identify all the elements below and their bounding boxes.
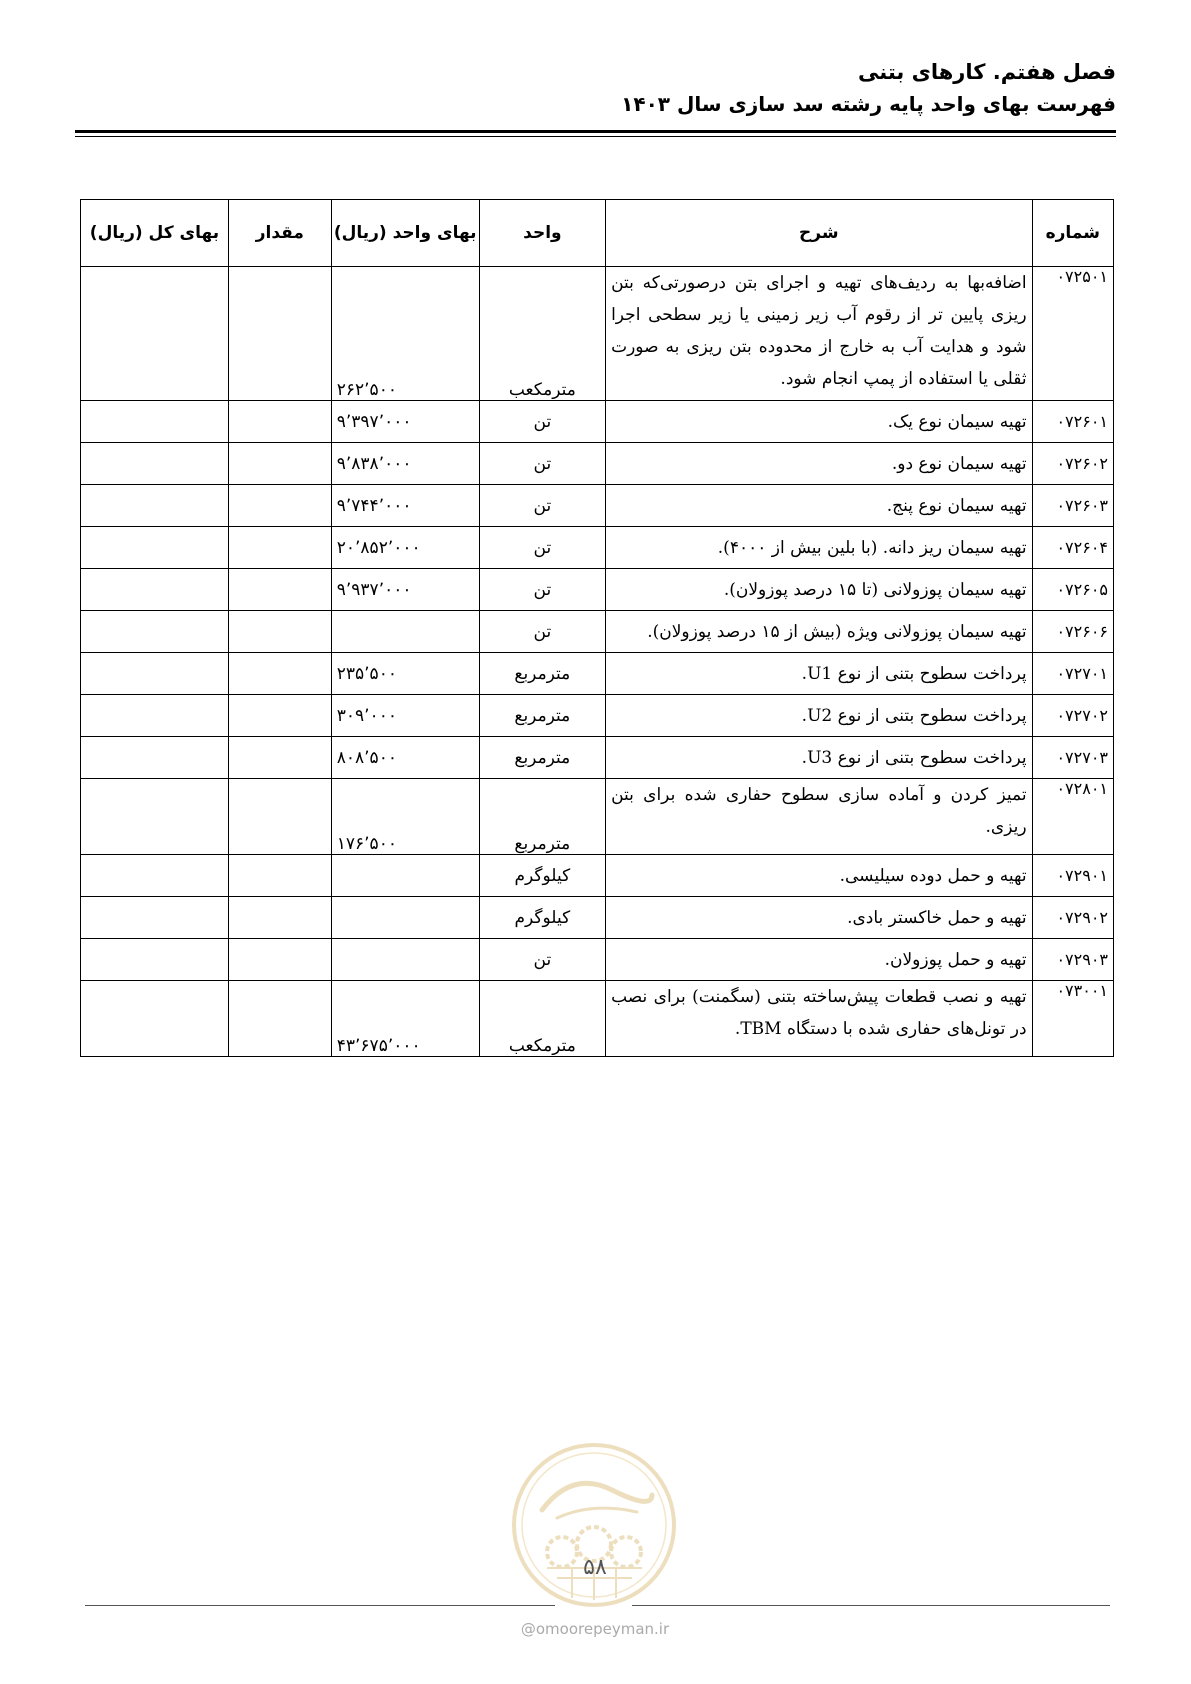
row-number: ۰۷۲۶۰۲: [1032, 443, 1113, 485]
row-quantity: [228, 737, 331, 779]
row-quantity: [228, 485, 331, 527]
row-unit: مترمربع: [479, 779, 605, 855]
row-quantity: [228, 939, 331, 981]
row-total-price: [81, 267, 229, 401]
row-unit: تن: [479, 939, 605, 981]
table-row: [81, 611, 1114, 653]
header-number: شماره: [1032, 200, 1113, 267]
row-unit: تن: [479, 401, 605, 443]
row-unit: مترمکعب: [479, 981, 605, 1057]
row-description: تهیه سیمان پوزولانی ویژه (بیش از ۱۵ درصد پوزولان).: [606, 611, 1032, 653]
row-description: تهیه و نصب قطعات پیش‌ساخته بتنی (سگمنت) برای نصب در تونل‌های حفاری شده با دستگاه TBM.: [606, 981, 1032, 1057]
row-number: ۰۷۲۶۰۴: [1032, 527, 1113, 569]
row-quantity: [228, 855, 331, 897]
row-total-price: [81, 527, 229, 569]
footer-rule-left: [85, 1605, 555, 1606]
row-total-price: [81, 897, 229, 939]
row-number: ۰۷۲۷۰۲: [1032, 695, 1113, 737]
row-unit-price: ۹٬۳۹۷٬۰۰۰: [331, 401, 479, 443]
row-quantity: [228, 527, 331, 569]
row-unit: مترمکعب: [479, 267, 605, 401]
table-row: [81, 401, 1114, 443]
row-total-price: [81, 401, 229, 443]
row-number: ۰۷۲۷۰۳: [1032, 737, 1113, 779]
row-quantity: [228, 779, 331, 855]
row-description: تهیه سیمان پوزولانی (تا ۱۵ درصد پوزولان).: [606, 569, 1032, 611]
row-description: اضافه‌بها به ردیف‌های تهیه و اجرای بتن درصورتی‌که بتن ریزی پایین تر از رقوم آب زیر زمینی یا زیر سطحی اجرا شود و هدایت آب به خارج از محدوده بتن ریزی به صورت ثقلی یا استفاده از پمپ انجام شود.: [606, 267, 1032, 401]
table-row: [81, 981, 1114, 1057]
row-description: تهیه و حمل خاکستر بادی.: [606, 897, 1032, 939]
header-rule-thick: [75, 130, 1116, 133]
row-number: ۰۷۲۹۰۲: [1032, 897, 1113, 939]
row-unit: مترمربع: [479, 695, 605, 737]
header-total-price: بهای کل (ریال): [81, 200, 229, 267]
row-total-price: [81, 695, 229, 737]
row-unit-price: ۱۷۶٬۵۰۰: [331, 779, 479, 855]
table-row: [81, 939, 1114, 981]
row-unit-price: ۲۶۲٬۵۰۰: [331, 267, 479, 401]
row-unit-price: [331, 611, 479, 653]
row-number: ۰۷۲۵۰۱: [1032, 267, 1113, 401]
row-total-price: [81, 939, 229, 981]
row-unit-price: ۲۳۵٬۵۰۰: [331, 653, 479, 695]
row-total-price: [81, 855, 229, 897]
table-row: [81, 569, 1114, 611]
row-number: ۰۷۲۶۰۱: [1032, 401, 1113, 443]
row-unit: تن: [479, 485, 605, 527]
row-unit-price: ۹٬۸۳۸٬۰۰۰: [331, 443, 479, 485]
row-unit: مترمربع: [479, 737, 605, 779]
page-number: ۵۸: [583, 1555, 607, 1580]
row-unit-price: ۹٬۹۳۷٬۰۰۰: [331, 569, 479, 611]
row-unit: تن: [479, 569, 605, 611]
row-unit: تن: [479, 527, 605, 569]
row-unit-price: [331, 939, 479, 981]
row-quantity: [228, 401, 331, 443]
row-quantity: [228, 611, 331, 653]
row-total-price: [81, 737, 229, 779]
row-total-price: [81, 779, 229, 855]
footer-website: @omoorepeyman.ir: [520, 1620, 670, 1638]
table-row: [81, 897, 1114, 939]
row-unit: کیلوگرم: [479, 897, 605, 939]
row-unit: مترمربع: [479, 653, 605, 695]
row-total-price: [81, 611, 229, 653]
row-number: ۰۷۲۸۰۱: [1032, 779, 1113, 855]
row-number: ۰۷۲۷۰۱: [1032, 653, 1113, 695]
row-quantity: [228, 981, 331, 1057]
row-quantity: [228, 267, 331, 401]
price-list-table: [80, 199, 1114, 1057]
row-unit-price: ۹٬۷۴۴٬۰۰۰: [331, 485, 479, 527]
row-unit-price: ۸۰۸٬۵۰۰: [331, 737, 479, 779]
header-quantity: مقدار: [228, 200, 331, 267]
table-row: [81, 527, 1114, 569]
table-row: [81, 267, 1114, 401]
row-unit-price: [331, 855, 479, 897]
table-row: [81, 485, 1114, 527]
page-header: [75, 56, 1116, 120]
row-total-price: [81, 653, 229, 695]
footer-rule-right: [632, 1605, 1110, 1606]
document-subtitle: فهرست بهای واحد پایه رشته سد سازی سال ۱۴۰۳: [621, 92, 1116, 116]
row-description: تهیه سیمان نوع یک.: [606, 401, 1032, 443]
row-description: تهیه و حمل پوزولان.: [606, 939, 1032, 981]
row-total-price: [81, 443, 229, 485]
table-row: [81, 443, 1114, 485]
row-total-price: [81, 981, 229, 1057]
table-row: [81, 695, 1114, 737]
row-total-price: [81, 485, 229, 527]
row-quantity: [228, 695, 331, 737]
row-number: ۰۷۲۶۰۶: [1032, 611, 1113, 653]
row-total-price: [81, 569, 229, 611]
row-unit: کیلوگرم: [479, 855, 605, 897]
row-unit: تن: [479, 611, 605, 653]
row-unit-price: ۲۰٬۸۵۲٬۰۰۰: [331, 527, 479, 569]
row-description: تهیه سیمان نوع پنج.: [606, 485, 1032, 527]
table-row: [81, 737, 1114, 779]
row-quantity: [228, 569, 331, 611]
row-description: پرداخت سطوح بتنی از نوع U3.: [606, 737, 1032, 779]
table-row: [81, 653, 1114, 695]
header-description: شرح: [606, 200, 1032, 267]
header-unit-price: بهای واحد (ریال): [331, 200, 479, 267]
row-description: تهیه سیمان ریز دانه. (با بلین بیش از ۴۰۰۰).: [606, 527, 1032, 569]
header-rule-thin: [75, 136, 1116, 137]
row-unit-price: ۴۳٬۶۷۵٬۰۰۰: [331, 981, 479, 1057]
table-header-row: [81, 200, 1114, 267]
row-number: ۰۷۳۰۰۱: [1032, 981, 1113, 1057]
row-unit-price: ۳۰۹٬۰۰۰: [331, 695, 479, 737]
omoorepeyman-logo-watermark: [502, 1440, 687, 1610]
row-number: ۰۷۲۹۰۱: [1032, 855, 1113, 897]
row-quantity: [228, 653, 331, 695]
row-quantity: [228, 443, 331, 485]
row-description: تهیه و حمل دوده سیلیسی.: [606, 855, 1032, 897]
row-number: ۰۷۲۶۰۵: [1032, 569, 1113, 611]
row-quantity: [228, 897, 331, 939]
header-unit: واحد: [479, 200, 605, 267]
row-unit: تن: [479, 443, 605, 485]
table-row: [81, 855, 1114, 897]
row-number: ۰۷۲۶۰۳: [1032, 485, 1113, 527]
table-row: [81, 779, 1114, 855]
row-description: پرداخت سطوح بتنی از نوع U1.: [606, 653, 1032, 695]
row-number: ۰۷۲۹۰۳: [1032, 939, 1113, 981]
row-unit-price: [331, 897, 479, 939]
row-description: تمیز کردن و آماده سازی سطوح حفاری شده برای بتن ریزی.: [606, 779, 1032, 855]
row-description: پرداخت سطوح بتنی از نوع U2.: [606, 695, 1032, 737]
row-description: تهیه سیمان نوع دو.: [606, 443, 1032, 485]
chapter-title: فصل هفتم. کارهای بتنی: [858, 60, 1116, 84]
